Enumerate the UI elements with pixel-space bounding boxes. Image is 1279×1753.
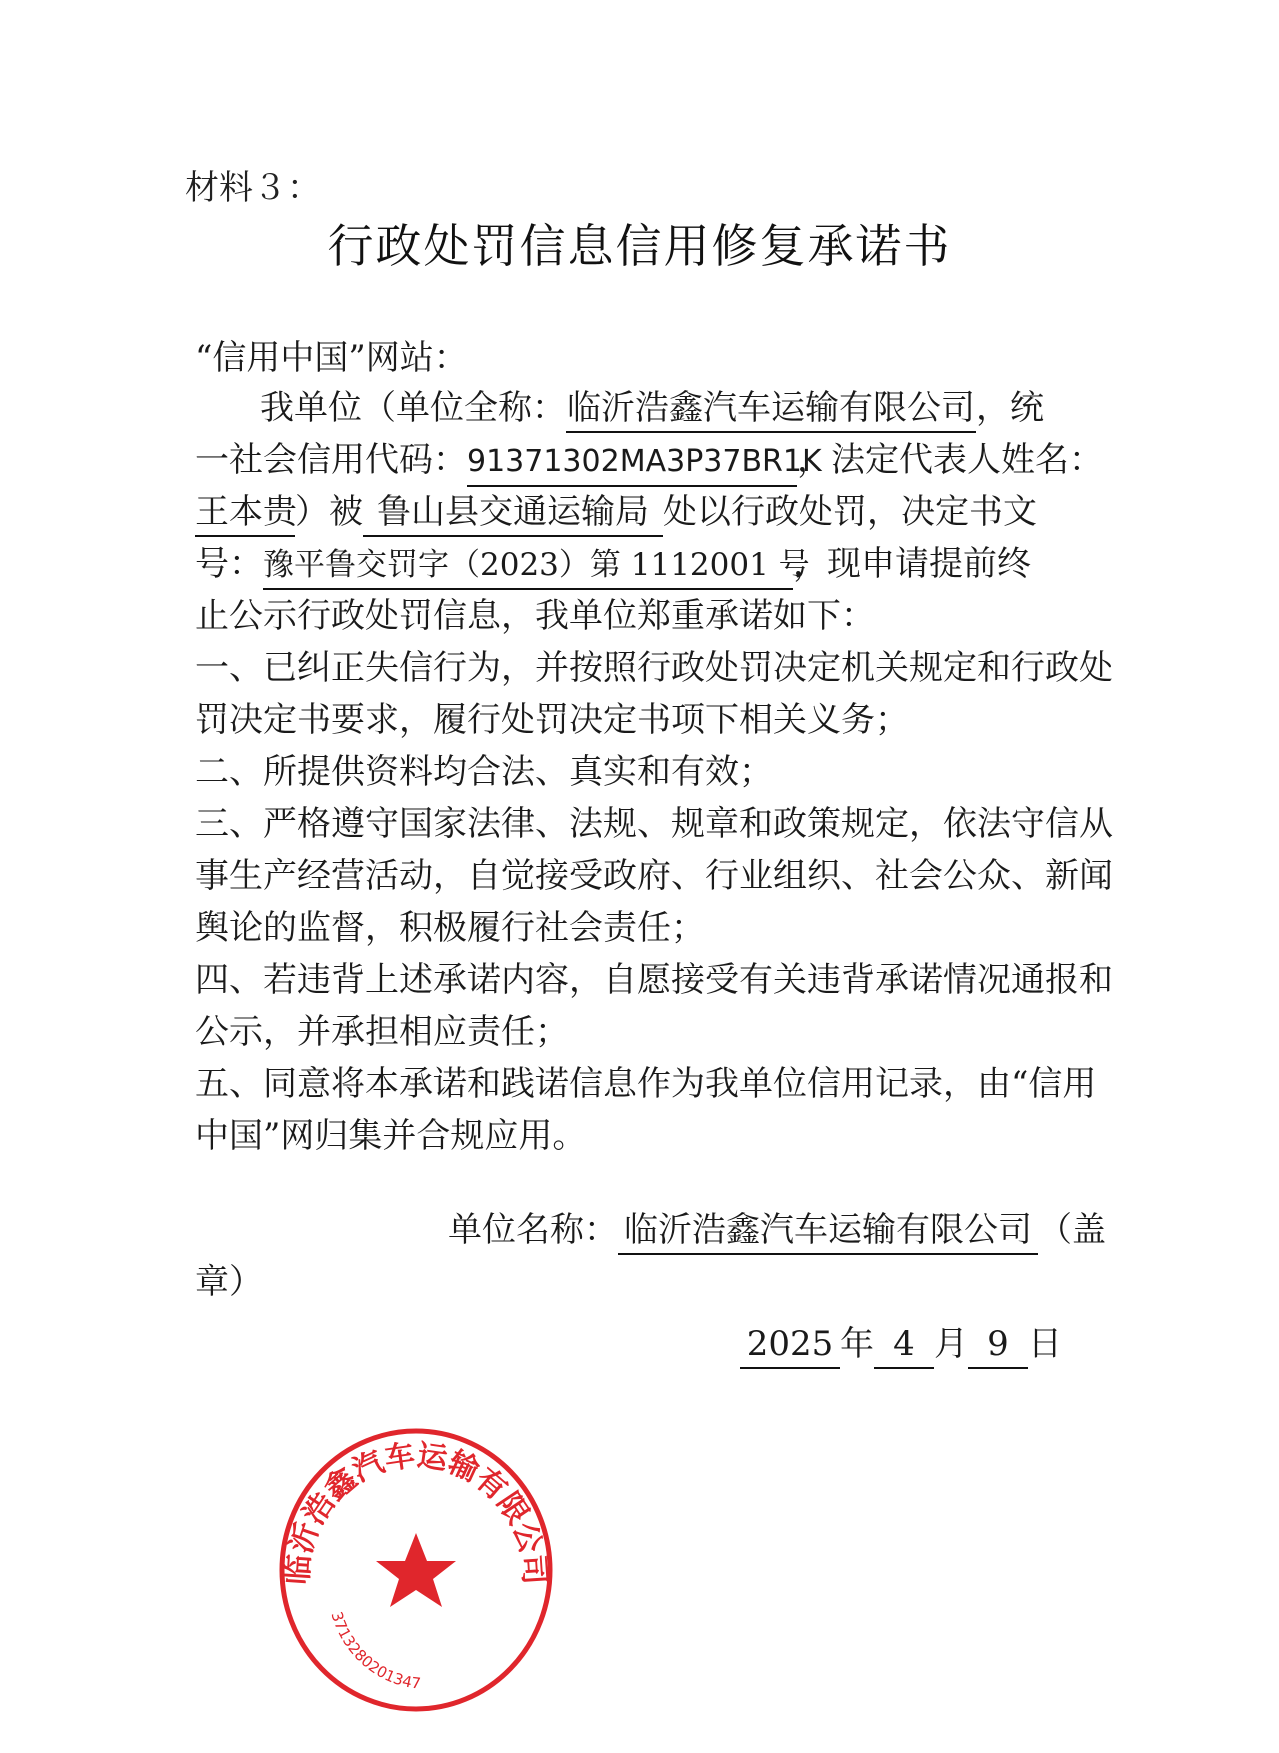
month-field: 4 (874, 1321, 934, 1369)
day-field: 9 (968, 1321, 1028, 1369)
legal-rep-name-field: 王本贵 (195, 489, 295, 537)
document-title: 行政处罚信息信用修复承诺书 (327, 219, 952, 273)
body-line-4-suffix: ，现申请提前终 (793, 544, 1031, 584)
month-unit: 月 (934, 1324, 968, 1364)
year-field: 2025 (740, 1321, 840, 1369)
stamp-note-a: （盖 (1038, 1210, 1106, 1250)
unit-name-field: 临沂浩鑫汽车运输有限公司 (618, 1207, 1038, 1255)
year-unit: 年 (840, 1324, 874, 1364)
company-name-field: 临沂浩鑫汽车运输有限公司 (566, 385, 976, 433)
commitment-item-3-cont-b: 舆论的监督，积极履行社会责任； (195, 908, 705, 948)
commitment-item-5: 五、同意将本承诺和践诺信息作为我单位信用记录，由“信用 (195, 1064, 1097, 1104)
credit-code-label: 一社会信用代码： (195, 440, 467, 480)
commitment-item-4-cont: 公示，并承担相应责任； (195, 1012, 569, 1052)
docno-label: 号： (195, 544, 263, 584)
body-line-2 (195, 432, 1115, 488)
stamp-note-b: 章） (195, 1262, 263, 1302)
authority-field: 鲁山县交通运输局 (363, 489, 663, 537)
signature-unit-line (448, 1202, 1279, 1258)
seal-company-text: 临沂浩鑫汽车运输有限公司 (280, 1438, 552, 1586)
day-unit: 日 (1028, 1324, 1062, 1364)
legal-rep-label: ，法定代表人姓名： (797, 440, 1103, 480)
commitment-item-1-cont: 罚决定书要求，履行处罚决定书项下相关义务； (195, 700, 909, 740)
body-line-3-suffix: 处以行政处罚，决定书文 (663, 492, 1037, 532)
commitment-item-4: 四、若违背上述承诺内容，自愿接受有关违背承诺情况通报和 (195, 960, 1113, 1000)
commitment-item-3-cont-a: 事生产经营活动，自觉接受政府、行业组织、社会公众、新闻 (195, 856, 1113, 896)
company-label: 我单位（单位全称： (260, 388, 566, 428)
decision-number-field: 豫平鲁交罚字（2023）第 1112001 号 (263, 542, 793, 590)
body-line-3-mid: ）被 (295, 492, 363, 532)
body-line-4 (195, 536, 1115, 592)
body-line-5: 止公示行政处罚信息，我单位郑重承诺如下： (195, 596, 875, 636)
body-line-1-suffix: ，统 (976, 388, 1044, 428)
commitment-item-2: 二、所提供资料均合法、真实和有效； (195, 752, 773, 792)
commitment-item-1: 一、已纠正失信行为，并按照行政处罚决定机关规定和行政处 (195, 648, 1113, 688)
body-line-3 (195, 484, 1115, 540)
unit-name-label: 单位名称： (448, 1210, 618, 1250)
credit-code-field: 91371302MA3P37BR1K (467, 439, 797, 487)
date-line (740, 1316, 1279, 1372)
company-seal (276, 1425, 556, 1715)
material-label: 材料３： (185, 168, 321, 208)
seal-number-text: 3713280201347 (327, 1609, 422, 1693)
salutation: “信用中国”网站： (195, 338, 468, 378)
commitment-item-5-cont: 中国”网归集并合规应用。 (195, 1116, 587, 1156)
commitment-item-3: 三、严格遵守国家法律、法规、规章和政策规定，依法守信从 (195, 804, 1113, 844)
body-line-1 (260, 380, 1180, 436)
seal-star-icon (376, 1533, 456, 1607)
